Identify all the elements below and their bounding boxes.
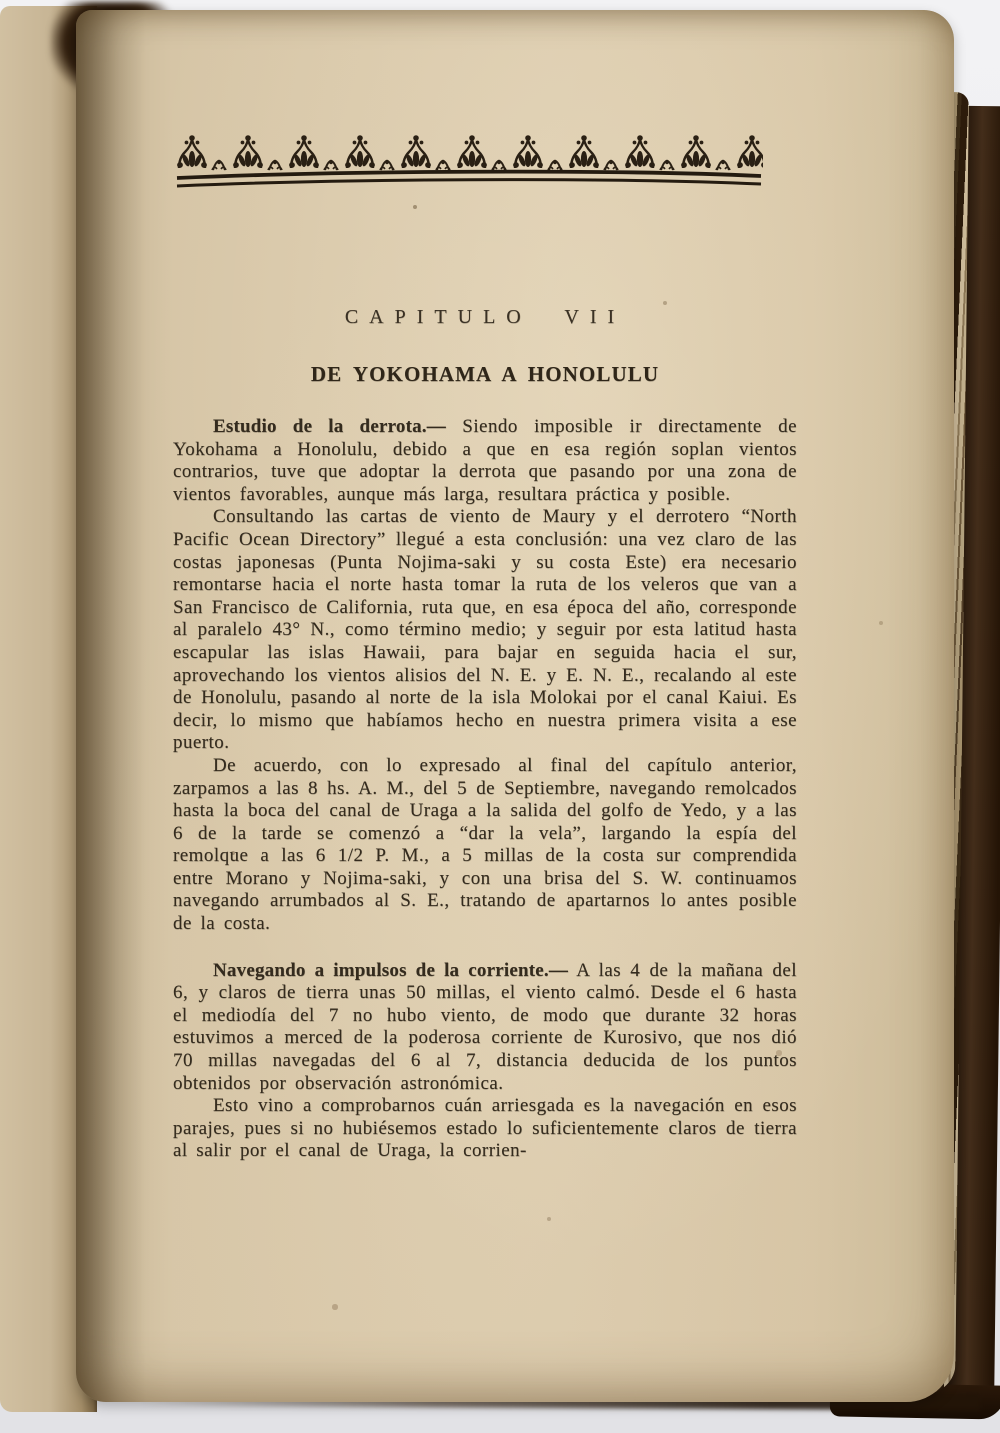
paragraph-navegando-corriente <box>173 960 797 1096</box>
paragraph-text: Siendo imposible ir directamente de Yokohama a Honolulu, debido a que en esa región soplan vientos contrarios, tuve que adoptar la derrota que pasando por una zona de vientos favorables, aunque más larga, resultara práctica y posible. <box>173 416 797 505</box>
fleuron-ornament-border <box>175 131 763 193</box>
book-page <box>76 10 954 1402</box>
paragraph-estudio-derrota <box>173 416 797 506</box>
paragraph-de-acuerdo <box>173 755 797 936</box>
paragraph-consultando <box>173 506 797 755</box>
printed-content <box>173 10 797 1163</box>
paragraph-lead: Estudio de la derrota.— <box>213 416 446 437</box>
paper-specks <box>76 10 78 12</box>
paragraph-text: A las 4 de la mañana del 6, y claros de tierra unas 50 millas, el viento calmó. Desde el 6 hasta el mediodía del 7 no hubo viento, de modo que durante 32 horas estuvimos a merced de la poderosa corriente de Kurosivo, que nos dió 70 millas navegadas del 6 al 7, distancia deducida de los puntos obtenidos por observación astronómica. <box>173 959 797 1094</box>
page-title: DE YOKOHAMA A HONOLULU <box>310 362 660 386</box>
paragraph-esto-vino <box>173 1095 797 1163</box>
paragraph-lead: Navegando a impulsos de la corriente.— <box>213 959 569 981</box>
chapter-heading: CAPITULO VII <box>344 306 626 328</box>
paragraph-text: Esto vino a comprobarnos cuán arriesgada es la navegación en esos parajes, pues si no hubiésemos estado lo suficientemente claros de tierra al salir por el canal de Uraga, la corrien- <box>173 1095 797 1162</box>
gutter-shadow <box>76 10 146 1402</box>
paragraph-text: Consultando las cartas de viento de Maury y el derrotero “North Pacific Ocean Directory” llegué a esta conclusión: una vez claro de las costas japonesas (Punta Nojima-saki y su costa Este) era necesario remontarse hacia el norte hasta tomar la ruta de los veleros que van a San Francisco de California, ruta que, en esa época del año, corresponde al paralelo 43° N., como término medio; y seguir por esta latitud hasta escapular las islas Hawaii, para bajar en seguida hacia el sur, aprovechando los vientos alisios del N. E. y E. N. E., recalando al este de Honolulu, pasando al norte de la isla Molokai por el canal Kaiui. Es decir, lo mismo que habíamos hecho en nuestra primera visita a ese puerto. <box>173 506 797 754</box>
paragraph-text: De acuerdo, con lo expresado al final del capítulo anterior, zarpamos a las 8 hs. A. M., del 5 de Septiembre, navegando remolcados hasta la boca del canal de Uraga a la salida del golfo de Yedo, y a las 6 de la tarde se comenzó a “dar la vela”, largando la espía del remolque a las 6 1/2 P. M., a 5 millas de la costa sur comprendida entre Morano y Nojima-saki, y con una brisa del S. W. continuamos navegando arrumbados al S. E., tratando de apartarnos lo antes posible de la costa. <box>173 754 797 935</box>
body-text <box>173 416 797 1163</box>
